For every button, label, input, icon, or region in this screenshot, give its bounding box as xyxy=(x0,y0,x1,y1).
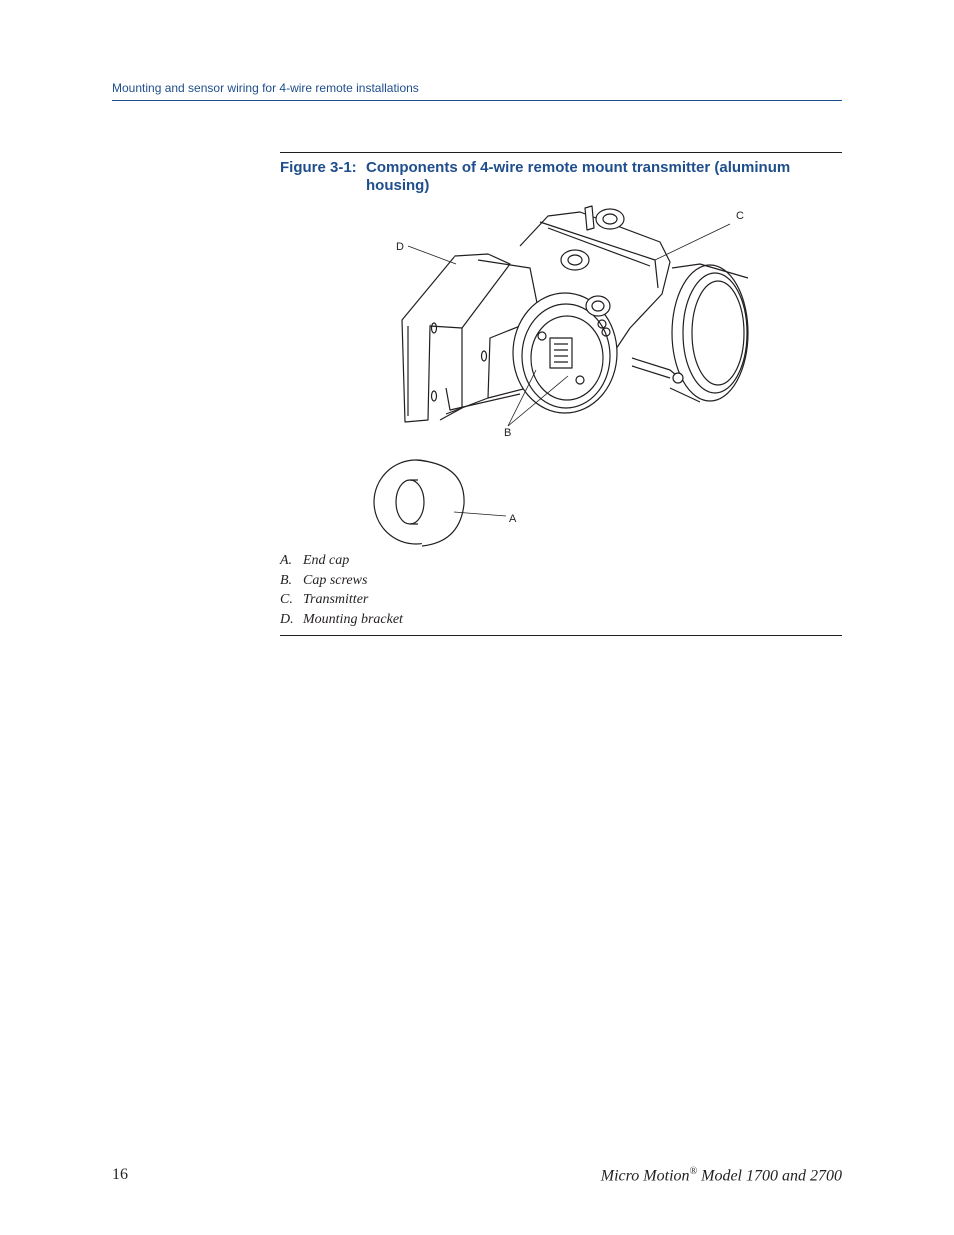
end-cap-shape xyxy=(374,460,464,546)
transmitter-illustration xyxy=(370,198,770,548)
page-number: 16 xyxy=(112,1166,128,1183)
legend-item xyxy=(280,610,840,630)
legend-item xyxy=(280,571,840,591)
figure-number: Figure 3-1: xyxy=(280,159,357,176)
registered-mark: ® xyxy=(689,1166,698,1177)
legend-letter: D. xyxy=(280,612,294,628)
figure-bottom-rule xyxy=(280,635,842,636)
product-brand: Micro Motion xyxy=(600,1167,690,1185)
footer-title xyxy=(601,1166,842,1185)
figure-legend xyxy=(280,551,840,630)
callout-a-label: A xyxy=(509,513,517,525)
legend-letter: C. xyxy=(280,592,293,608)
legend-text: Cap screws xyxy=(303,572,368,588)
legend-letter: B. xyxy=(280,572,293,588)
legend-letter: A. xyxy=(280,553,293,568)
header-rule xyxy=(112,100,842,101)
transmitter-drawing xyxy=(370,198,770,548)
running-header: Mounting and sensor wiring for 4-wire remote installations xyxy=(112,81,419,95)
callout-b-label: B xyxy=(504,427,512,439)
legend-text: End cap xyxy=(303,553,350,568)
figure-caption xyxy=(280,159,840,195)
legend-item xyxy=(280,590,840,610)
legend-item xyxy=(280,551,840,571)
callout-d-label: D xyxy=(396,241,404,253)
callout-c-label: C xyxy=(736,210,744,222)
product-model: Model 1700 and 2700 xyxy=(697,1167,842,1185)
figure-title: Components of 4-wire remote mount transmitter (aluminum housing) xyxy=(366,159,791,194)
figure-top-rule xyxy=(280,152,842,153)
legend-text: Transmitter xyxy=(303,592,369,608)
legend-text: Mounting bracket xyxy=(303,612,403,628)
transmitter-housing-shape xyxy=(513,206,748,413)
